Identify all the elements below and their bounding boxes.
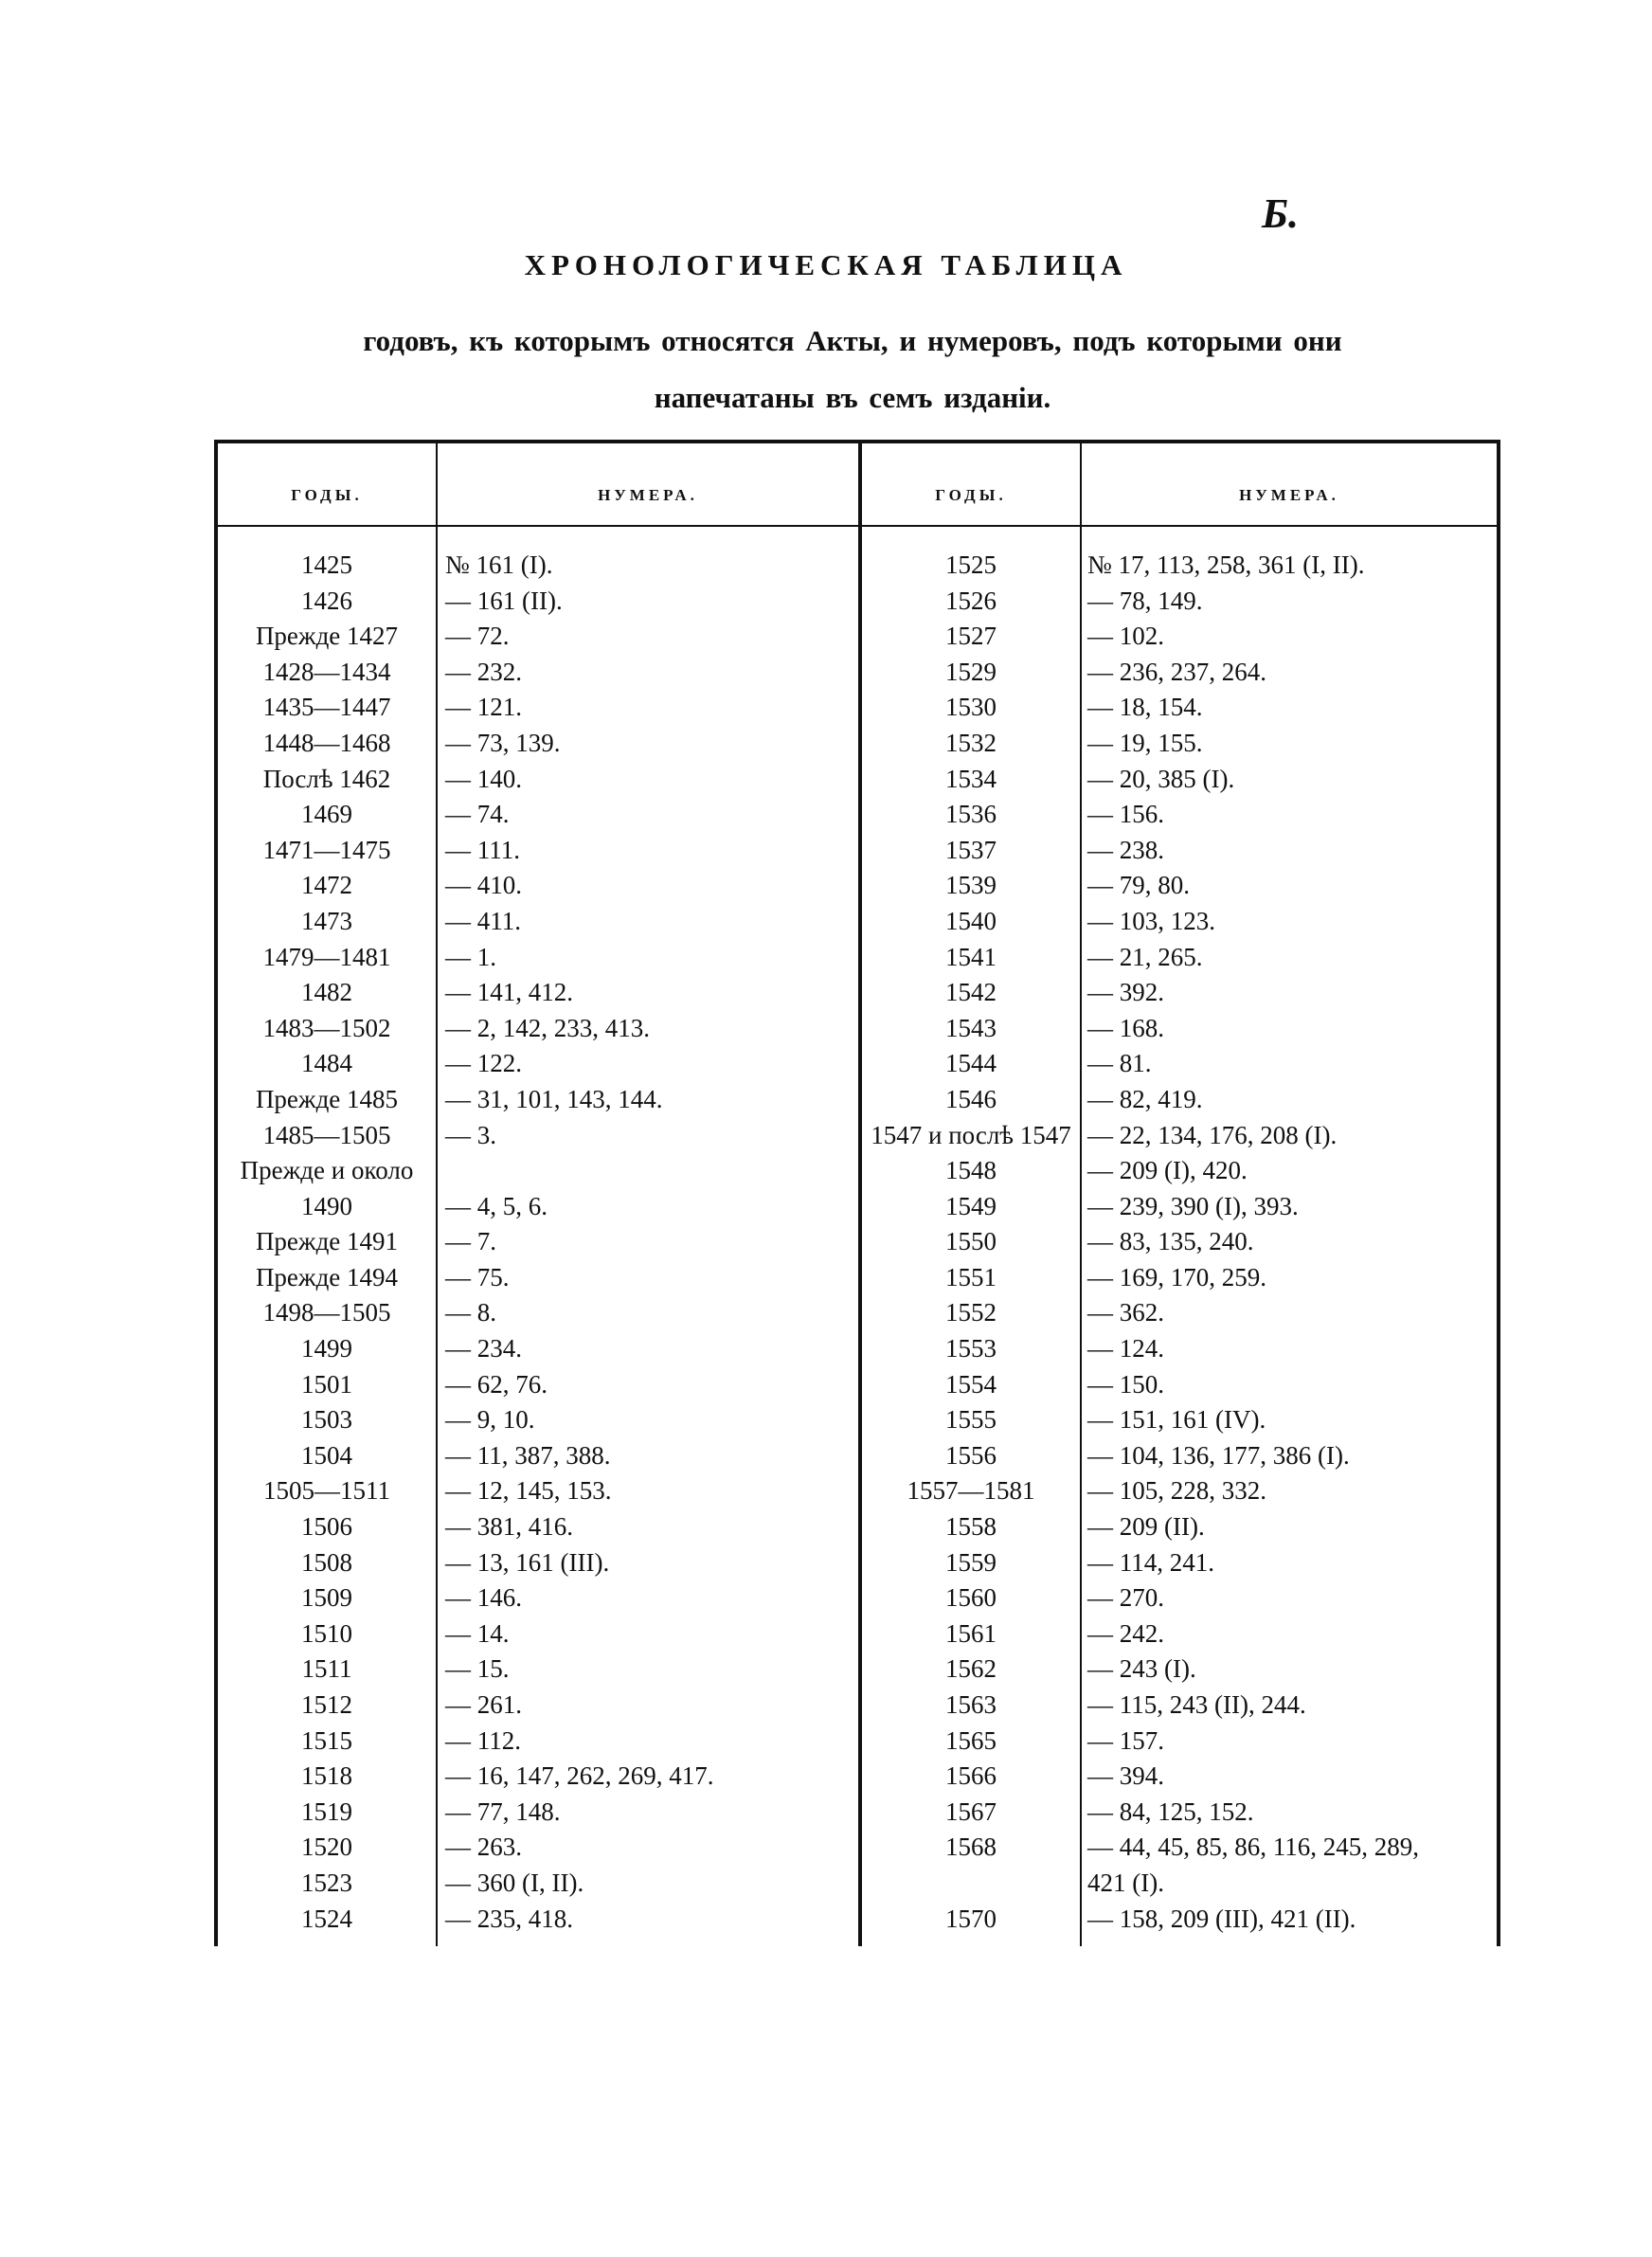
left-numbers-cell: — 4, 5, 6. xyxy=(445,1191,548,1220)
table-row xyxy=(214,1545,858,1581)
table-row xyxy=(858,1795,1500,1831)
right-numbers-cell: — 81. xyxy=(1087,1049,1152,1078)
right-numbers-cell: № 17, 113, 258, 361 (I, II). xyxy=(1087,551,1365,579)
left-year-cell: 1471—1475 xyxy=(262,835,391,864)
left-year-cell: 1485—1505 xyxy=(262,1120,391,1149)
left-year-cell: 1483—1502 xyxy=(262,1013,391,1042)
right-numbers-cell: — 21, 265. xyxy=(1087,942,1203,971)
table-row xyxy=(214,1082,858,1118)
right-numbers-cell: — 22, 134, 176, 208 (I). xyxy=(1087,1120,1338,1149)
right-numbers-cell: — 124. xyxy=(1087,1334,1164,1363)
table-row xyxy=(858,1545,1500,1581)
right-year-cell: 1555 xyxy=(945,1405,997,1435)
right-year-cell: 1550 xyxy=(945,1227,997,1256)
left-year-cell: 1472 xyxy=(301,871,352,900)
table-row xyxy=(858,1652,1500,1688)
right-numbers-cell: — 18, 154. xyxy=(1087,693,1203,722)
right-year-cell: 1542 xyxy=(945,978,997,1007)
left-numbers-cell: — 2, 142, 233, 413. xyxy=(445,1013,650,1042)
left-year-cell: 1448—1468 xyxy=(262,728,391,757)
right-year-cell: 1543 xyxy=(945,1013,997,1042)
table-row xyxy=(214,548,858,584)
left-year-cell: 1508 xyxy=(301,1547,352,1577)
right-year-cell: 1554 xyxy=(945,1369,997,1399)
right-year-cell: 1557—1581 xyxy=(907,1476,1035,1506)
table-row xyxy=(214,975,858,1011)
table-row xyxy=(214,1473,858,1509)
page-title: ХРОНОЛОГИЧЕСКАЯ ТАБЛИЦА xyxy=(524,248,1128,281)
table-row xyxy=(214,1295,858,1331)
table-row xyxy=(214,1580,858,1616)
right-numbers-cell: — 115, 243 (II), 244. xyxy=(1087,1690,1306,1719)
left-numbers-cell: — 410. xyxy=(445,871,522,900)
left-year-cell: 1524 xyxy=(301,1904,352,1933)
left-numbers-cell: — 121. xyxy=(445,693,522,722)
table-row xyxy=(858,904,1500,940)
table-row xyxy=(214,1616,858,1652)
left-numbers-cell: — 263. xyxy=(445,1833,522,1862)
header-numbers-right: НУМЕРА. xyxy=(1239,486,1339,504)
left-year-cell: 1511 xyxy=(301,1654,352,1684)
left-year-cell: 1519 xyxy=(301,1797,352,1826)
left-numbers-cell: — 122. xyxy=(445,1049,522,1078)
left-numbers-cell: — 235, 418. xyxy=(445,1904,573,1933)
left-numbers-cell: — 11, 387, 388. xyxy=(445,1440,611,1470)
right-year-cell: 1534 xyxy=(945,764,997,793)
table-row xyxy=(858,1295,1500,1331)
left-numbers-cell: — 14. xyxy=(445,1618,510,1648)
right-numbers-cell: — 239, 390 (I), 393. xyxy=(1087,1191,1299,1220)
right-numbers-cell: — 104, 136, 177, 386 (I). xyxy=(1087,1440,1350,1470)
right-numbers-cell: — 156. xyxy=(1087,800,1164,829)
table-row xyxy=(214,1153,858,1189)
left-year-cell: 1504 xyxy=(301,1440,352,1470)
left-numbers-cell: — 141, 412. xyxy=(445,978,573,1007)
table-row xyxy=(858,868,1500,904)
table-row xyxy=(214,833,858,869)
left-year-cell: 1505—1511 xyxy=(263,1476,390,1506)
right-year-cell: 1567 xyxy=(945,1797,997,1826)
table-row xyxy=(214,868,858,904)
table-row xyxy=(214,940,858,976)
right-numbers-cell: — 20, 385 (I). xyxy=(1087,764,1235,793)
table-row xyxy=(214,1189,858,1225)
right-year-cell: 1546 xyxy=(945,1084,997,1113)
right-year-cell: 1540 xyxy=(945,906,997,935)
left-year-cell: 1499 xyxy=(301,1334,352,1363)
table-row xyxy=(214,1367,858,1403)
left-numbers-cell: — 161 (II). xyxy=(445,586,563,615)
left-numbers-cell: — 74. xyxy=(445,800,510,829)
right-year-cell: 1566 xyxy=(945,1761,997,1791)
chronology-table xyxy=(214,440,1500,1946)
table-row xyxy=(858,1082,1500,1118)
right-numbers-cell: — 103, 123. xyxy=(1087,906,1215,935)
subtitle-line-2: напечатаны въ семъ изданіи. xyxy=(654,381,1051,414)
left-year-cell: 1510 xyxy=(301,1618,352,1648)
table-row xyxy=(214,1438,858,1474)
table-row xyxy=(858,975,1500,1011)
right-numbers-cell: — 209 (II). xyxy=(1087,1512,1205,1542)
table-row xyxy=(214,1652,858,1688)
subtitle-line-1: годовъ, къ которымъ относятся Акты, и нумеровъ, подъ которыми они xyxy=(363,324,1342,357)
table-row xyxy=(858,1830,1500,1866)
right-year-cell: 1563 xyxy=(945,1690,997,1719)
right-numbers-cell: — 79, 80. xyxy=(1087,871,1190,900)
left-year-cell: 1498—1505 xyxy=(262,1298,391,1327)
left-numbers-cell: — 1. xyxy=(445,942,496,971)
left-numbers-cell: — 15. xyxy=(445,1654,510,1684)
left-year-cell: 1518 xyxy=(301,1761,352,1791)
table-row xyxy=(214,1118,858,1154)
header-rule xyxy=(214,525,1500,527)
left-numbers-cell: — 140. xyxy=(445,764,522,793)
table-row xyxy=(214,1046,858,1082)
right-numbers-cell: — 151, 161 (IV). xyxy=(1087,1405,1266,1435)
left-numbers-cell: — 112. xyxy=(445,1725,521,1755)
table-row xyxy=(858,1759,1500,1795)
left-numbers-cell: — 13, 161 (III). xyxy=(445,1547,610,1577)
left-year-cell: 1490 xyxy=(301,1191,352,1220)
right-numbers-cell: — 114, 241. xyxy=(1087,1547,1214,1577)
table-row xyxy=(214,1866,858,1902)
right-year-cell: 1530 xyxy=(945,693,997,722)
table-row xyxy=(214,584,858,620)
right-year-cell: 1561 xyxy=(945,1618,997,1648)
left-numbers-cell: — 77, 148. xyxy=(445,1797,561,1826)
right-numbers-cell: — 392. xyxy=(1087,978,1164,1007)
right-year-cell: 1536 xyxy=(945,800,997,829)
table-row xyxy=(858,940,1500,976)
table-row xyxy=(214,726,858,762)
left-numbers-cell: — 234. xyxy=(445,1334,522,1363)
right-year-cell: 1568 xyxy=(945,1833,997,1862)
table-row xyxy=(214,619,858,655)
right-numbers-cell: — 105, 228, 332. xyxy=(1087,1476,1266,1506)
right-numbers-cell: — 157. xyxy=(1087,1725,1164,1755)
right-numbers-cell: 421 (I). xyxy=(1087,1868,1164,1897)
right-numbers-cell: — 150. xyxy=(1087,1369,1164,1399)
right-year-cell: 1556 xyxy=(945,1440,997,1470)
left-numbers-cell: № 161 (I). xyxy=(445,551,553,579)
table-row xyxy=(214,1902,858,1938)
left-numbers-cell: — 7. xyxy=(445,1227,496,1256)
right-numbers-cell: — 209 (I), 420. xyxy=(1087,1156,1248,1185)
right-year-cell: 1570 xyxy=(945,1904,997,1933)
left-numbers-cell: — 3. xyxy=(445,1120,496,1149)
right-year-cell: 1551 xyxy=(945,1262,997,1291)
table-row xyxy=(858,1224,1500,1260)
left-numbers-cell: — 232. xyxy=(445,657,522,686)
right-numbers-cell: — 82, 419. xyxy=(1087,1084,1203,1113)
right-numbers-cell: — 236, 237, 264. xyxy=(1087,657,1266,686)
left-numbers-cell: — 8. xyxy=(445,1298,496,1327)
left-year-cell: 1435—1447 xyxy=(262,693,391,722)
left-numbers-cell: — 75. xyxy=(445,1262,510,1291)
table-row xyxy=(858,548,1500,584)
left-numbers-cell: — 411. xyxy=(445,906,521,935)
left-year-cell: 1469 xyxy=(301,800,352,829)
right-rows xyxy=(858,548,1500,1937)
table-row xyxy=(214,797,858,833)
left-year-cell: 1523 xyxy=(301,1868,352,1897)
table-row xyxy=(858,1402,1500,1438)
right-year-cell: 1532 xyxy=(945,728,997,757)
right-numbers-cell: — 238. xyxy=(1087,835,1164,864)
table-row xyxy=(858,726,1500,762)
left-numbers-cell: — 16, 147, 262, 269, 417. xyxy=(445,1761,714,1791)
right-numbers-cell: — 102. xyxy=(1087,622,1164,651)
table-row xyxy=(858,1866,1500,1902)
header-numbers-left: НУМЕРА. xyxy=(598,486,698,504)
left-year-cell: 1506 xyxy=(301,1512,352,1542)
table-row xyxy=(214,655,858,691)
left-numbers-cell: — 73, 139. xyxy=(445,728,561,757)
left-year-cell: 1425 xyxy=(301,551,352,579)
left-year-cell: Прежде 1491 xyxy=(255,1227,399,1256)
left-year-cell: Послѣ 1462 xyxy=(262,764,391,793)
right-numbers-cell: — 270. xyxy=(1087,1583,1164,1613)
table-row xyxy=(858,1473,1500,1509)
left-numbers-cell: — 111. xyxy=(445,835,520,864)
left-numbers-cell: — 146. xyxy=(445,1583,522,1613)
table-row xyxy=(214,1688,858,1724)
table-row xyxy=(858,762,1500,798)
right-year-cell: 1552 xyxy=(945,1298,997,1327)
table-row xyxy=(858,690,1500,726)
table-row xyxy=(858,619,1500,655)
left-numbers-cell: — 12, 145, 153. xyxy=(445,1476,612,1506)
table-row xyxy=(858,655,1500,691)
right-year-cell: 1547 и послѣ 1547 xyxy=(871,1120,1071,1149)
table-row xyxy=(858,1189,1500,1225)
left-numbers-cell: — 381, 416. xyxy=(445,1512,573,1542)
left-numbers-cell: — 360 (I, II). xyxy=(445,1868,584,1897)
left-year-cell: 1520 xyxy=(301,1833,352,1862)
table-row xyxy=(858,1688,1500,1724)
left-year-cell: 1482 xyxy=(301,978,352,1007)
right-year-cell: 1562 xyxy=(945,1654,997,1684)
right-year-cell: 1559 xyxy=(945,1547,997,1577)
right-year-cell: 1560 xyxy=(945,1583,997,1613)
right-numbers-cell: — 44, 45, 85, 86, 116, 245, 289, xyxy=(1087,1833,1419,1862)
table-row xyxy=(214,1260,858,1296)
table-row xyxy=(858,584,1500,620)
right-numbers-cell: — 168. xyxy=(1087,1013,1164,1042)
table-row xyxy=(214,1011,858,1047)
right-numbers-cell: — 362. xyxy=(1087,1298,1164,1327)
right-numbers-cell: — 78, 149. xyxy=(1087,586,1203,615)
right-year-cell: 1539 xyxy=(945,871,997,900)
table-row xyxy=(214,1402,858,1438)
right-numbers-cell: — 84, 125, 152. xyxy=(1087,1797,1254,1826)
left-year-cell: 1426 xyxy=(301,586,352,615)
table-row xyxy=(214,762,858,798)
right-year-cell: 1526 xyxy=(945,586,997,615)
table-row xyxy=(858,1580,1500,1616)
left-rows xyxy=(214,548,858,1937)
table-row xyxy=(858,1902,1500,1938)
right-numbers-cell: — 394. xyxy=(1087,1761,1164,1791)
left-year-cell: Прежде 1485 xyxy=(255,1084,399,1113)
right-numbers-cell: — 242. xyxy=(1087,1618,1164,1648)
left-year-cell: 1501 xyxy=(301,1369,352,1399)
header-years-right: ГОДЫ. xyxy=(935,486,1007,504)
left-year-cell: 1473 xyxy=(301,906,352,935)
table-row xyxy=(858,833,1500,869)
right-year-cell: 1527 xyxy=(945,622,997,651)
subtitle xyxy=(237,313,1468,426)
left-year-cell: 1503 xyxy=(301,1405,352,1435)
table-row xyxy=(214,1724,858,1760)
right-year-cell: 1548 xyxy=(945,1156,997,1185)
table-row xyxy=(214,1830,858,1866)
table-row xyxy=(214,690,858,726)
right-year-cell: 1541 xyxy=(945,942,997,971)
table-row xyxy=(858,1616,1500,1652)
right-year-cell: 1537 xyxy=(945,835,997,864)
right-year-cell: 1553 xyxy=(945,1334,997,1363)
left-year-cell: 1512 xyxy=(301,1690,352,1719)
left-numbers-cell: — 261. xyxy=(445,1690,522,1719)
table-row xyxy=(858,1046,1500,1082)
right-numbers-cell: — 19, 155. xyxy=(1087,728,1203,757)
table-row xyxy=(214,1509,858,1545)
left-numbers-cell: — 9, 10. xyxy=(445,1405,535,1435)
right-numbers-cell: — 83, 135, 240. xyxy=(1087,1227,1254,1256)
left-year-cell: 1479—1481 xyxy=(262,942,391,971)
table-row xyxy=(214,1224,858,1260)
left-year-cell: 1509 xyxy=(301,1583,352,1613)
left-year-cell: Прежде 1427 xyxy=(255,622,399,651)
left-numbers-cell: — 31, 101, 143, 144. xyxy=(445,1084,663,1113)
table-row xyxy=(858,1260,1500,1296)
table-row xyxy=(858,1367,1500,1403)
left-year-cell: Прежде 1494 xyxy=(255,1262,399,1291)
right-year-cell: 1525 xyxy=(945,551,997,579)
right-numbers-cell: — 169, 170, 259. xyxy=(1087,1262,1266,1291)
table-row xyxy=(858,1438,1500,1474)
left-year-cell: 1515 xyxy=(301,1725,352,1755)
header-years-left: ГОДЫ. xyxy=(291,486,363,504)
left-numbers-cell: — 72. xyxy=(445,622,510,651)
right-numbers-cell: — 243 (I). xyxy=(1087,1654,1196,1684)
page-letter: Б. xyxy=(1262,190,1299,237)
table-row xyxy=(858,1331,1500,1367)
left-year-cell: 1484 xyxy=(301,1049,352,1078)
left-year-cell: 1428—1434 xyxy=(262,657,391,686)
right-year-cell: 1529 xyxy=(945,657,997,686)
table-row xyxy=(858,1509,1500,1545)
table-row xyxy=(214,1795,858,1831)
right-year-cell: 1558 xyxy=(945,1512,997,1542)
right-year-cell: 1544 xyxy=(945,1049,997,1078)
table-row xyxy=(214,1759,858,1795)
right-numbers-cell: — 158, 209 (III), 421 (II). xyxy=(1087,1904,1356,1933)
table-row xyxy=(214,904,858,940)
left-numbers-cell: — 62, 76. xyxy=(445,1369,548,1399)
table-row xyxy=(858,1153,1500,1189)
table-row xyxy=(858,1118,1500,1154)
right-year-cell: 1565 xyxy=(945,1725,997,1755)
right-year-cell: 1549 xyxy=(945,1191,997,1220)
table-row xyxy=(858,797,1500,833)
table-row xyxy=(858,1724,1500,1760)
table-row xyxy=(858,1011,1500,1047)
table-row xyxy=(214,1331,858,1367)
left-year-cell: Прежде и около xyxy=(240,1156,414,1185)
